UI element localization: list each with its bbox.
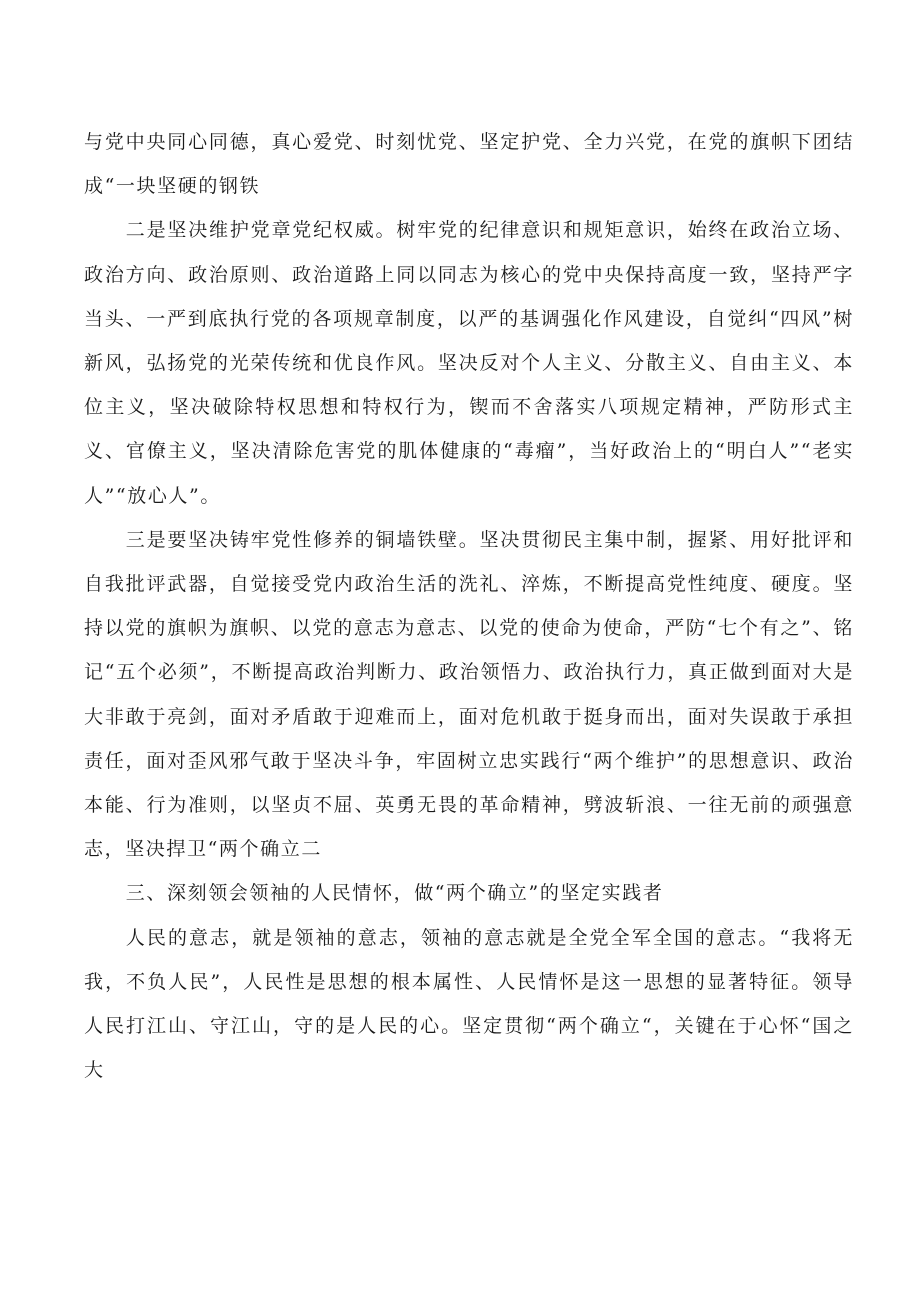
paragraph-party-spirit: 三是要坚决铸牢党性修养的铜墙铁壁。坚决贯彻民主集中制，握紧、用好批评和自我批评武器，自觉接受党内政治生活的洗礼、淬炼，不断提高党性纯度、硬度。坚持以党的旗帜为旗帜、以党的意志为意志、以党的使命为使命，严防“七个有之”、铭记“五个必须”，不断提高政治判断力、政治领悟力、政治执行力，真正做到面对大是大非敢于亮剑，面对矛盾敢于迎难而上，面对危机敢于挺身而出，面对失误敢于承担责任，面对歪风邪气敢于坚决斗争，牢固树立忠实践行“两个维护”的思想意识、政治本能、行为准则，以坚贞不屈、英勇无畏的革命精神，劈波斩浪、一往无前的顽强意志，坚决捍卫“两个确立二 <box>84 528 854 861</box>
paragraph-party-discipline: 二是坚决维护党章党纪权威。树牢党的纪律意识和规矩意识，始终在政治立场、政治方向、政治原则、政治道路上同以同志为核心的党中央保持高度一致，坚持严字当头、一严到底执行党的各项规章制度，以严的基调强化作风建设，自觉纠“四风”树新风，弘扬党的光荣传统和优良作风。坚决反对个人主义、分散主义、自由主义、本位主义，坚决破除特权思想和特权行为，锲而不舍落实八项规定精神，严防形式主义、官僚主义，坚决清除危害党的肌体健康的“毒瘤”，当好政治上的“明白人”“老实人”“放心人”。 <box>84 219 854 507</box>
paragraph-continuation: 与党中央同心同德，真心爱党、时刻忧党、坚定护党、全力兴党，在党的旗帜下团结成“一块坚硬的钢铁 <box>84 131 854 198</box>
paragraph-people-will: 人民的意志，就是领袖的意志，领袖的意志就是全党全军全国的意志。“我将无我，不负人民”，人民性是思想的根本属性、人民情怀是这一思想的显著特征。领导人民打江山、守江山，守的是人民的心。坚定贯彻“两个确立“，关键在于心怀“国之大 <box>84 926 854 1082</box>
section-heading-people: 三、深刻领会领袖的人民情怀，做“两个确立”的坚定实践者 <box>125 882 664 905</box>
document-body <box>84 120 854 1092</box>
